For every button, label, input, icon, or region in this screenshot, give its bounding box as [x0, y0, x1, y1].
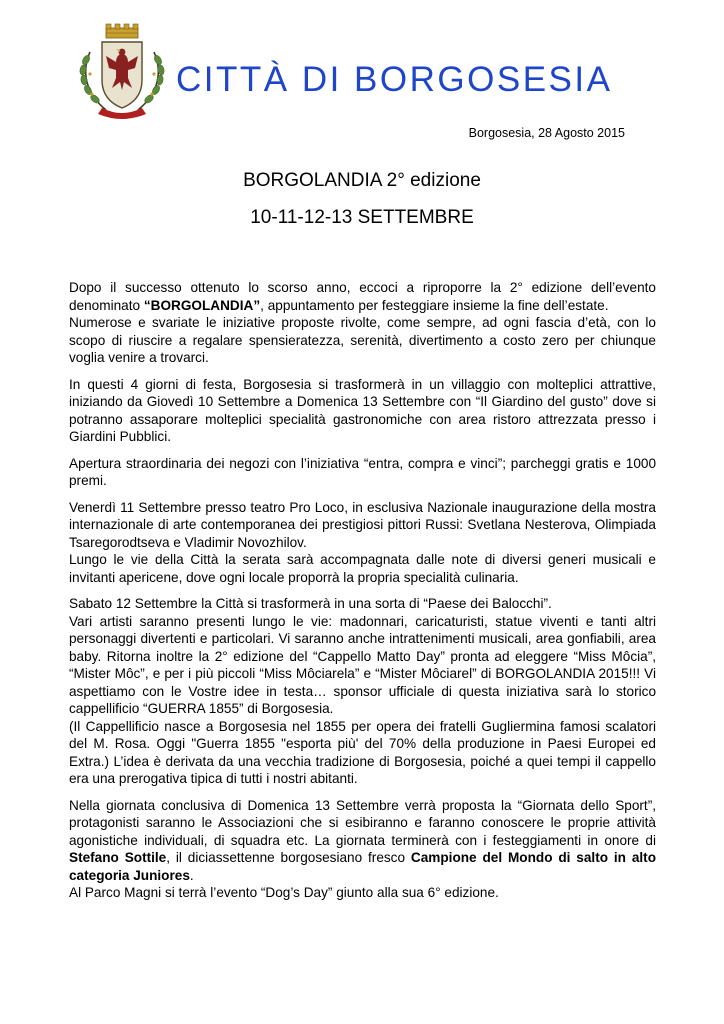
page-title: CITTÀ DI BORGOSESIA [176, 60, 613, 99]
document-date: Borgosesia, 28 Agosto 2015 [468, 126, 625, 140]
text-segment: , il diciassettenne borgosesiano fresco [166, 850, 411, 865]
athlete-title: Campione del Mondo di salto in alto categoria Juniores [69, 850, 656, 883]
text-segment: . [189, 867, 194, 883]
athlete-name: Stefano Sottile [69, 850, 167, 865]
paragraph-shops: Apertura straordinaria dei negozi con l’iniziativa “entra, compra e vinci”; parcheggi gratis e 1000 premi. [69, 455, 656, 488]
event-name: “BORGOLANDIA” [143, 297, 261, 313]
text-segment: Venerdì 11 Settembre presso teatro Pro Loco, in esclusiva Nazionale inaugurazione della mostra internazionale di arte contemporanea dei prestigiosi pittori Russi: Svetlana Nesterova, Olimpiada Tsaregorodtseva e Vladimir Novozhilov. [69, 499, 656, 550]
text-segment: Dopo il successo ottenuto lo scorso anno, eccoci a riproporre la 2° edizione dell’evento denominato [69, 280, 656, 313]
text-segment: Al Parco Magni si terrà l’evento “Dog’s Day” giunto alla sua 6° edizione. [69, 885, 499, 900]
text-segment: Lungo le vie della Città la serata sarà accompagnata dalle note di diversi generi musicali e invitanti apericene, dove ogni locale proporrà la propria specialità culinaria. [69, 552, 656, 585]
text-segment: Sabato 12 Settembre la Città si trasformerà in una sorta di “Paese dei Balocchi”. [69, 596, 552, 611]
text-segment: , appuntamento per festeggiare insieme la fine dell’estate. [260, 297, 609, 313]
event-headline: BORGOLANDIA 2° edizione [243, 170, 481, 191]
paragraph-sunday [69, 797, 656, 902]
paragraph-festival-days: In questi 4 giorni di festa, Borgosesia si trasformerà in un villaggio con molteplici attrattive, iniziando da Giovedì 10 Settembre a Domenica 13 Settembre con “Il Giardino del gusto” dove si potranno assaporare molteplici specialità gastronomiche con area ristoro attrezzata presso i Giardini Pubblici. [69, 376, 656, 444]
text-segment: Numerose e svariate le iniziative proposte rivolte, come sempre, ad ogni fascia d’età, con lo scopo di riuscire a regalare spensieratezza, serenità, divertimento a costo zero per chiunque voglia venire a trovarci. [69, 315, 656, 365]
text-segment: (Il Cappellificio nasce a Borgosesia nel 1855 per opera dei fratelli Gugliermina famosi scalatori del M. Rosa. Oggi "Guerra 1855 "esporta più' del 70% della produzione in Paesi Europei ed Extra.) L’idea è derivata da una vecchia tradizione di Borgosesia, poiché a quei tempi il cappello era una prerogativa tipica di tutti i nostri abitanti. [69, 718, 656, 786]
paragraph-friday [69, 499, 656, 587]
paragraph-saturday [69, 595, 656, 788]
coat-of-arms-icon [76, 22, 168, 122]
event-dates: 10-11-12-13 SETTEMBRE [250, 207, 474, 228]
paragraph-intro [69, 279, 656, 367]
document-body [69, 279, 656, 911]
text-segment: Vari artisti saranno presenti lungo le vie: madonnari, caricaturisti, statue viventi e tanti altri personaggi divertenti e particolari. Vi saranno anche intrattenimenti musicali, area gonfiabili, area baby. Ritorna inoltre la 2° edizione del “Cappello Matto Day” pronta ad eleggere “Miss Môcia”, “Mister Môc”, e per i più piccoli “Miss Môciarela” e “Mister Môciarel” di BORGOLANDIA 2015!!! Vi aspettiamo con le Vostre idee in testa… sponsor ufficiale di questa iniziativa sarà lo storico cappellificio “GUERRA 1855” di Borgosesia. [69, 613, 656, 716]
text-segment: Nella giornata conclusiva di Domenica 13 Settembre verrà proposta la “Giornata dello Sport”, protagonisti saranno le Associazioni che si esibiranno e faranno conoscere le proprie attività agonistiche individuali, di squadra etc. La giornata terminerà con i festeggiamenti in onore di [69, 797, 656, 848]
